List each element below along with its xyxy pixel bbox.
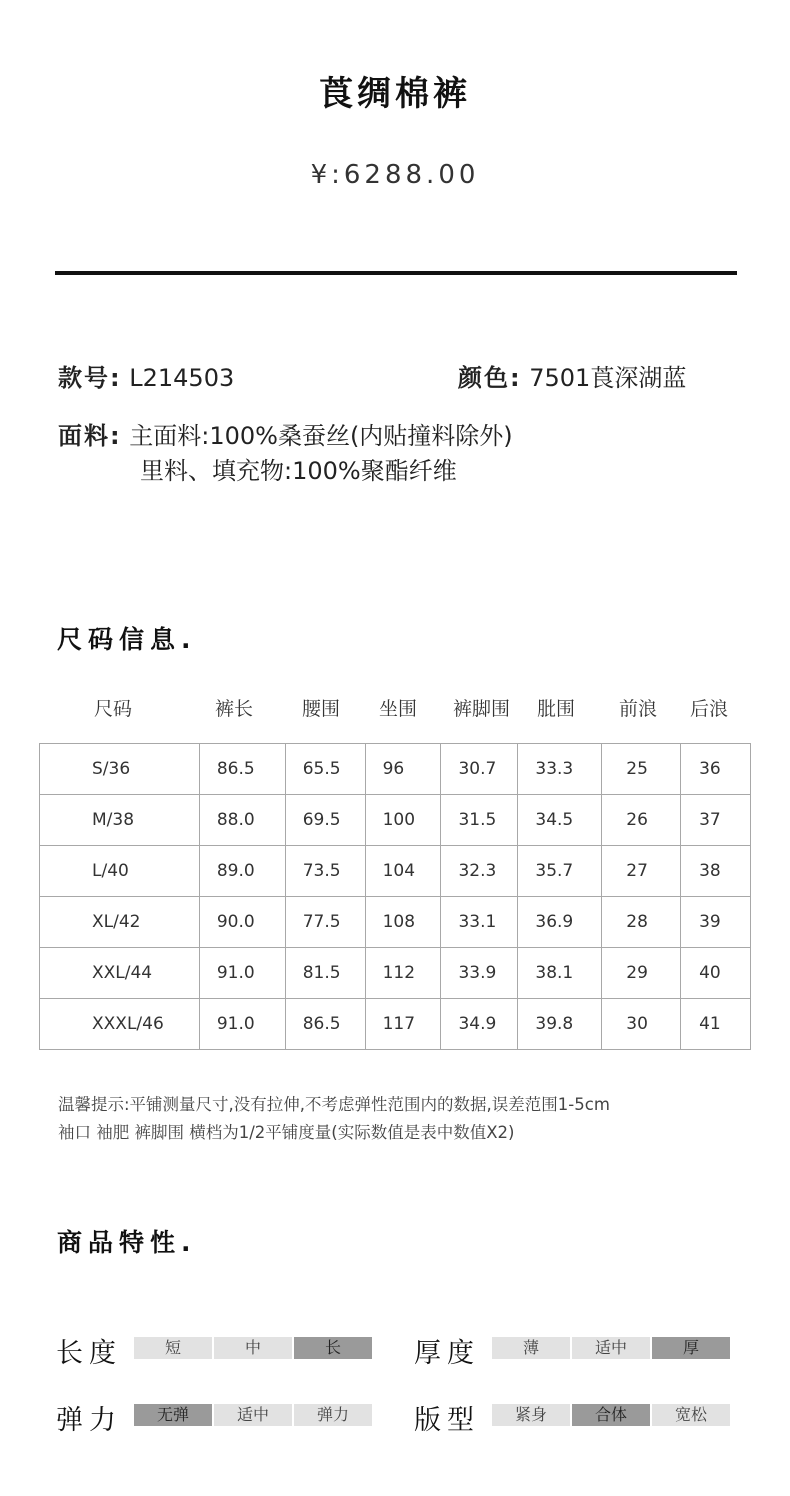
table-cell: 32.3 [441,846,518,897]
table-cell: 100 [365,795,441,846]
table-cell: XL/42 [40,897,200,948]
table-cell: 96 [365,744,441,795]
table-cell: 81.5 [285,948,365,999]
table-cell: 40 [681,948,751,999]
table-cell: 25 [602,744,681,795]
size-table [39,743,751,1050]
table-cell: 33.9 [441,948,518,999]
col-header-thigh: 肶围 [537,698,576,720]
elasticity-option-medium: 适中 [214,1404,292,1426]
divider [55,271,737,275]
table-cell: 38 [681,846,751,897]
fabric-label: 面料: [58,422,122,450]
fit-option-loose: 宽松 [652,1404,730,1426]
thickness-label: 厚度 [414,1338,480,1369]
table-cell: 104 [365,846,441,897]
table-cell: 27 [602,846,681,897]
length-option-medium: 中 [214,1337,292,1359]
table-row [40,744,751,795]
col-header-size: 尺码 [94,698,133,720]
table-cell: 69.5 [285,795,365,846]
length-option-short: 短 [134,1337,212,1359]
table-row [40,897,751,948]
table-cell: 35.7 [518,846,602,897]
table-cell: 36 [681,744,751,795]
table-cell: XXL/44 [40,948,200,999]
table-cell: S/36 [40,744,200,795]
table-cell: 117 [365,999,441,1050]
table-row [40,948,751,999]
table-cell: 34.9 [441,999,518,1050]
col-header-waist: 腰围 [302,698,341,720]
table-cell: 91.0 [199,999,285,1050]
table-cell: 90.0 [199,897,285,948]
table-cell: 65.5 [285,744,365,795]
table-cell: 34.5 [518,795,602,846]
table-row [40,795,751,846]
table-cell: 26 [602,795,681,846]
product-price: ¥:6288.00 [310,160,480,190]
features-heading: 商品特性. [57,1228,197,1257]
col-header-hip: 坐围 [379,698,418,720]
table-cell: 39 [681,897,751,948]
table-cell: 38.1 [518,948,602,999]
thickness-option-medium: 适中 [572,1337,650,1359]
size-note-line2: 袖口 袖肥 裤脚围 横档为1/2平铺度量(实际数值是表中数值X2) [58,1123,515,1142]
length-label: 长度 [56,1338,122,1369]
thickness-option-thin: 薄 [492,1337,570,1359]
table-cell: M/38 [40,795,200,846]
style-number-value: L214503 [129,364,235,392]
fabric [58,416,513,451]
col-header-hem: 裤脚围 [453,698,511,720]
table-cell: 77.5 [285,897,365,948]
style-number [58,358,234,393]
table-cell: 88.0 [199,795,285,846]
table-cell: 86.5 [285,999,365,1050]
table-cell: 86.5 [199,744,285,795]
table-cell: 91.0 [199,948,285,999]
table-cell: 112 [365,948,441,999]
table-cell: 33.1 [441,897,518,948]
elasticity-option-none: 无弹 [134,1404,212,1426]
table-cell: 33.3 [518,744,602,795]
table-cell: 31.5 [441,795,518,846]
table-cell: 36.9 [518,897,602,948]
fit-label: 版型 [414,1405,480,1436]
elasticity-label: 弹力 [56,1405,122,1436]
style-number-label: 款号: [58,364,122,392]
table-cell: 108 [365,897,441,948]
table-cell: 29 [602,948,681,999]
table-cell: 37 [681,795,751,846]
size-note-line1: 温馨提示:平铺测量尺寸,没有拉伸,不考虑弹性范围内的数据,误差范围1-5cm [58,1095,610,1114]
table-cell: 73.5 [285,846,365,897]
product-title: 莨绸棉裤 [319,74,471,114]
table-cell: 28 [602,897,681,948]
fit-option-slim: 紧身 [492,1404,570,1426]
elasticity-option-stretch: 弹力 [294,1404,372,1426]
table-cell: 41 [681,999,751,1050]
col-header-front-rise: 前浪 [619,698,658,720]
color-value: 7501莨深湖蓝 [529,364,687,392]
table-cell: 89.0 [199,846,285,897]
table-row [40,999,751,1050]
size-section-heading: 尺码信息. [57,625,197,654]
col-header-back-rise: 后浪 [690,698,729,720]
color [458,358,686,393]
table-cell: XXXL/46 [40,999,200,1050]
table-cell: 30.7 [441,744,518,795]
thickness-option-thick: 厚 [652,1337,730,1359]
col-header-length: 裤长 [215,698,254,720]
fit-option-regular: 合体 [572,1404,650,1426]
table-cell: L/40 [40,846,200,897]
color-label: 颜色: [458,364,522,392]
table-cell: 30 [602,999,681,1050]
length-option-long: 长 [294,1337,372,1359]
table-cell: 39.8 [518,999,602,1050]
fabric-lining: 里料、填充物:100%聚酯纤维 [140,457,457,485]
table-row [40,846,751,897]
fabric-main: 主面料:100%桑蚕丝(内贴撞料除外) [129,422,513,450]
